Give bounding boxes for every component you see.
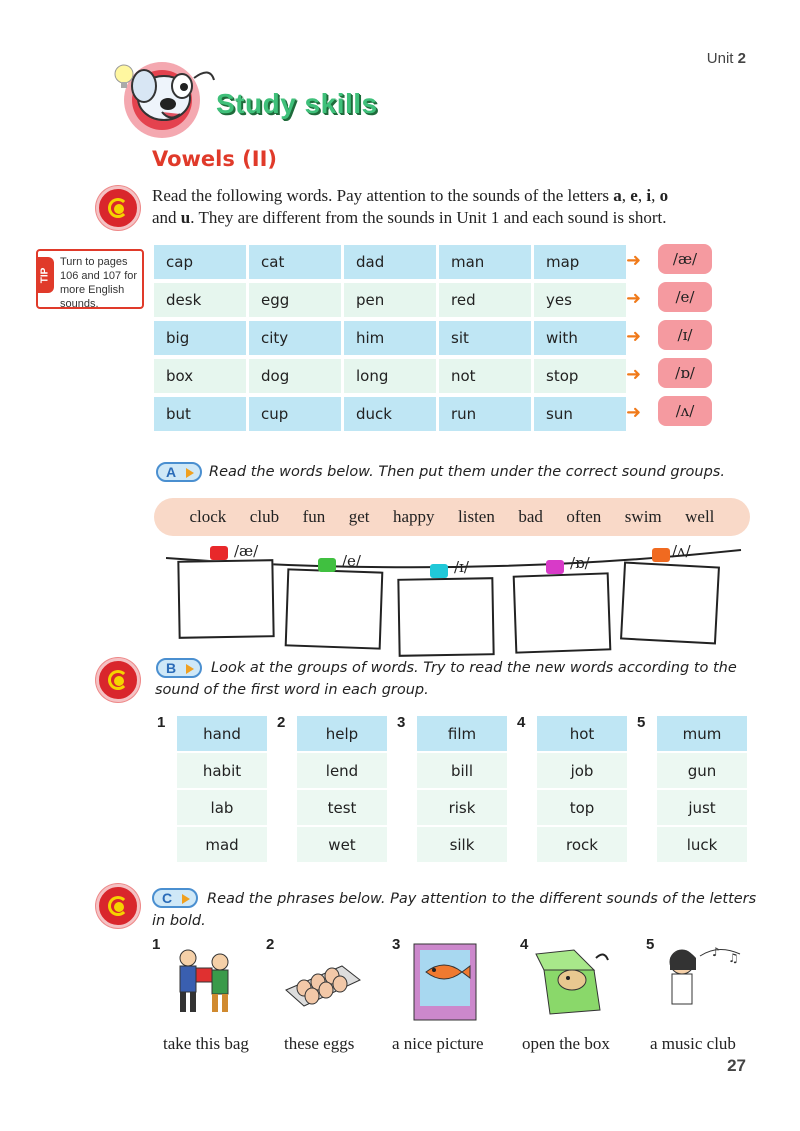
page-number: 27 bbox=[727, 1056, 746, 1075]
clip-icon bbox=[318, 558, 336, 572]
unit-number: 2 bbox=[737, 50, 746, 67]
word-cell: desk bbox=[154, 283, 246, 317]
sound-symbol: /ɪ/ bbox=[658, 320, 712, 350]
group-word: luck bbox=[657, 827, 747, 862]
intro-text: Read the following words. Pay attention to the sounds of the letters bbox=[152, 186, 614, 205]
bold-letter: a bbox=[613, 186, 622, 205]
intro-text: , bbox=[651, 186, 660, 205]
clip-icon bbox=[210, 546, 228, 560]
word-cell: long bbox=[344, 359, 436, 393]
phrase-text: open the box bbox=[522, 1034, 610, 1053]
arrow-right-icon: ➜ bbox=[626, 288, 642, 309]
part-a-badge bbox=[156, 462, 202, 482]
word-cell: big bbox=[154, 321, 246, 355]
bold-letter: e bbox=[630, 186, 638, 205]
group-word: lab bbox=[177, 790, 267, 825]
word-cell: dad bbox=[344, 245, 436, 279]
part-c-instruction-line2: in bold. bbox=[152, 913, 206, 929]
group-word: risk bbox=[417, 790, 507, 825]
unit-label: Unit bbox=[706, 50, 734, 67]
word-cell: red bbox=[439, 283, 531, 317]
group-word: lend bbox=[297, 753, 387, 788]
part-letter: A bbox=[166, 464, 177, 480]
part-b-instruction-line2: sound of the first word in each group. bbox=[155, 682, 429, 698]
word-bank-item: well bbox=[685, 507, 715, 526]
group-head-word: help bbox=[297, 716, 387, 751]
group-word: just bbox=[657, 790, 747, 825]
group-head-word: hot bbox=[537, 716, 627, 751]
play-icon bbox=[186, 468, 194, 478]
sound-label: /ʌ/ bbox=[672, 542, 691, 560]
dog-mascot-icon bbox=[110, 56, 220, 140]
bold-letter: u bbox=[180, 208, 191, 227]
lesson-title: Vowels (II) bbox=[152, 147, 278, 171]
answer-card[interactable] bbox=[397, 577, 494, 657]
word-cell: sun bbox=[534, 397, 626, 431]
tip-box bbox=[36, 249, 144, 309]
group-word: rock bbox=[537, 827, 627, 862]
phrase-text: a nice picture bbox=[392, 1034, 484, 1053]
group-word: test bbox=[297, 790, 387, 825]
group-word: wet bbox=[297, 827, 387, 862]
group-number: 3 bbox=[397, 714, 406, 731]
section-title: Study skills bbox=[216, 88, 378, 119]
sound-symbol: /e/ bbox=[658, 282, 712, 312]
word-bank bbox=[154, 498, 750, 536]
tip-tag bbox=[36, 257, 54, 293]
sound-label: /e/ bbox=[342, 552, 361, 570]
intro-text: , bbox=[637, 186, 647, 205]
part-b-instruction-line1: Look at the groups of words. Try to read the new words according to the bbox=[211, 660, 737, 676]
word-bank-item: fun bbox=[302, 507, 326, 526]
word-bank-item: get bbox=[348, 507, 370, 526]
arrow-right-icon: ➜ bbox=[626, 326, 642, 347]
sound-table bbox=[154, 245, 698, 435]
word-cell: run bbox=[439, 397, 531, 431]
clip-icon bbox=[546, 560, 564, 574]
phrase-number: 1 bbox=[152, 936, 161, 953]
word-cell: pen bbox=[344, 283, 436, 317]
answer-card[interactable] bbox=[513, 572, 612, 653]
sound-symbol: /ʌ/ bbox=[658, 396, 712, 426]
fish-picture-icon bbox=[408, 942, 488, 1022]
word-group bbox=[417, 716, 507, 864]
group-word: gun bbox=[657, 753, 747, 788]
listening-icon bbox=[96, 186, 140, 230]
phrase-text: a music club bbox=[650, 1034, 736, 1053]
group-word: habit bbox=[177, 753, 267, 788]
word-group bbox=[537, 716, 627, 864]
play-icon bbox=[182, 894, 190, 904]
sound-row bbox=[154, 283, 629, 317]
word-cell: cap bbox=[154, 245, 246, 279]
group-word: bill bbox=[417, 753, 507, 788]
group-number: 5 bbox=[637, 714, 646, 731]
word-cell: not bbox=[439, 359, 531, 393]
sound-symbol: /ɒ/ bbox=[658, 358, 712, 388]
word-bank-item: swim bbox=[624, 507, 662, 526]
bold-letter: i bbox=[646, 186, 652, 205]
word-cell: stop bbox=[534, 359, 626, 393]
sound-symbol: /æ/ bbox=[658, 244, 712, 274]
intro-text: and bbox=[152, 208, 181, 227]
group-word: job bbox=[537, 753, 627, 788]
listening-icon bbox=[96, 658, 140, 702]
part-c-instruction-line1: Read the phrases below. Pay attention to the different sounds of the letters bbox=[207, 891, 757, 907]
play-icon bbox=[186, 664, 194, 674]
part-letter: B bbox=[166, 660, 177, 676]
sound-label: /ɪ/ bbox=[454, 558, 469, 576]
answer-card[interactable] bbox=[285, 568, 384, 649]
clip-icon bbox=[652, 548, 670, 562]
intro-text: . They are different from the sounds in Unit 1 and each sound is short. bbox=[190, 208, 667, 227]
clothesline bbox=[166, 540, 746, 640]
arrow-right-icon: ➜ bbox=[626, 250, 642, 271]
word-cell: yes bbox=[534, 283, 626, 317]
svg-text:♫: ♫ bbox=[728, 951, 739, 965]
svg-text:♪: ♪ bbox=[712, 945, 720, 959]
unit-indicator bbox=[707, 50, 746, 67]
sound-row bbox=[154, 397, 629, 431]
intro-instruction bbox=[152, 185, 752, 229]
sound-row bbox=[154, 321, 629, 355]
word-cell: cat bbox=[249, 245, 341, 279]
word-cell: box bbox=[154, 359, 246, 393]
sound-label: /æ/ bbox=[234, 542, 259, 560]
group-number: 4 bbox=[517, 714, 526, 731]
tip-tag-text: TIP bbox=[39, 267, 51, 283]
group-head-word: film bbox=[417, 716, 507, 751]
sound-row bbox=[154, 359, 629, 393]
part-c-badge bbox=[152, 888, 198, 908]
phrase-number: 3 bbox=[392, 936, 401, 953]
group-word: mad bbox=[177, 827, 267, 862]
word-bank-item: clock bbox=[189, 507, 227, 526]
arrow-right-icon: ➜ bbox=[626, 364, 642, 385]
word-cell: duck bbox=[344, 397, 436, 431]
group-head-word: hand bbox=[177, 716, 267, 751]
word-cell: sit bbox=[439, 321, 531, 355]
intro-text: , bbox=[621, 186, 631, 205]
part-a-instruction: Read the words below. Then put them under the correct sound groups. bbox=[209, 464, 725, 480]
answer-card[interactable] bbox=[177, 559, 274, 639]
phrase-text: these eggs bbox=[284, 1034, 355, 1053]
word-cell: city bbox=[249, 321, 341, 355]
word-cell: man bbox=[439, 245, 531, 279]
word-group bbox=[657, 716, 747, 864]
phrase-number: 4 bbox=[520, 936, 529, 953]
egg-carton-icon bbox=[282, 940, 362, 1020]
word-cell: dog bbox=[249, 359, 341, 393]
word-bank-item: listen bbox=[458, 507, 495, 526]
part-b-badge bbox=[156, 658, 202, 678]
sound-label: /ɒ/ bbox=[570, 554, 590, 572]
word-bank-item: club bbox=[249, 507, 280, 526]
word-group bbox=[177, 716, 267, 864]
sound-row bbox=[154, 245, 629, 279]
bold-letter: o bbox=[659, 186, 669, 205]
group-word: top bbox=[537, 790, 627, 825]
tip-text: Turn to pages 106 and 107 for more English sounds. bbox=[60, 256, 138, 310]
listening-icon bbox=[96, 884, 140, 928]
girl-singing-icon bbox=[656, 940, 739, 1020]
arrow-right-icon: ➜ bbox=[626, 402, 642, 423]
word-group bbox=[297, 716, 387, 864]
group-number: 1 bbox=[157, 714, 166, 731]
phrase-number: 2 bbox=[266, 936, 275, 953]
phrase-number: 5 bbox=[646, 936, 655, 953]
word-cell: egg bbox=[249, 283, 341, 317]
clip-icon bbox=[430, 564, 448, 578]
part-letter: C bbox=[162, 890, 173, 906]
word-bank-item: bad bbox=[518, 507, 543, 526]
answer-card[interactable] bbox=[620, 562, 720, 645]
group-word: silk bbox=[417, 827, 507, 862]
group-number: 2 bbox=[277, 714, 286, 731]
word-cell: cup bbox=[249, 397, 341, 431]
people-with-bag-icon bbox=[164, 940, 244, 1020]
word-cell: with bbox=[534, 321, 626, 355]
word-cell: him bbox=[344, 321, 436, 355]
word-cell: map bbox=[534, 245, 626, 279]
word-bank-item: happy bbox=[392, 507, 435, 526]
phrase-text: take this bag bbox=[163, 1034, 249, 1053]
word-bank-item: often bbox=[566, 507, 602, 526]
word-cell: but bbox=[154, 397, 246, 431]
phrase-pictures bbox=[150, 936, 760, 1046]
group-head-word: mum bbox=[657, 716, 747, 751]
box-with-dog-icon bbox=[534, 940, 614, 1020]
